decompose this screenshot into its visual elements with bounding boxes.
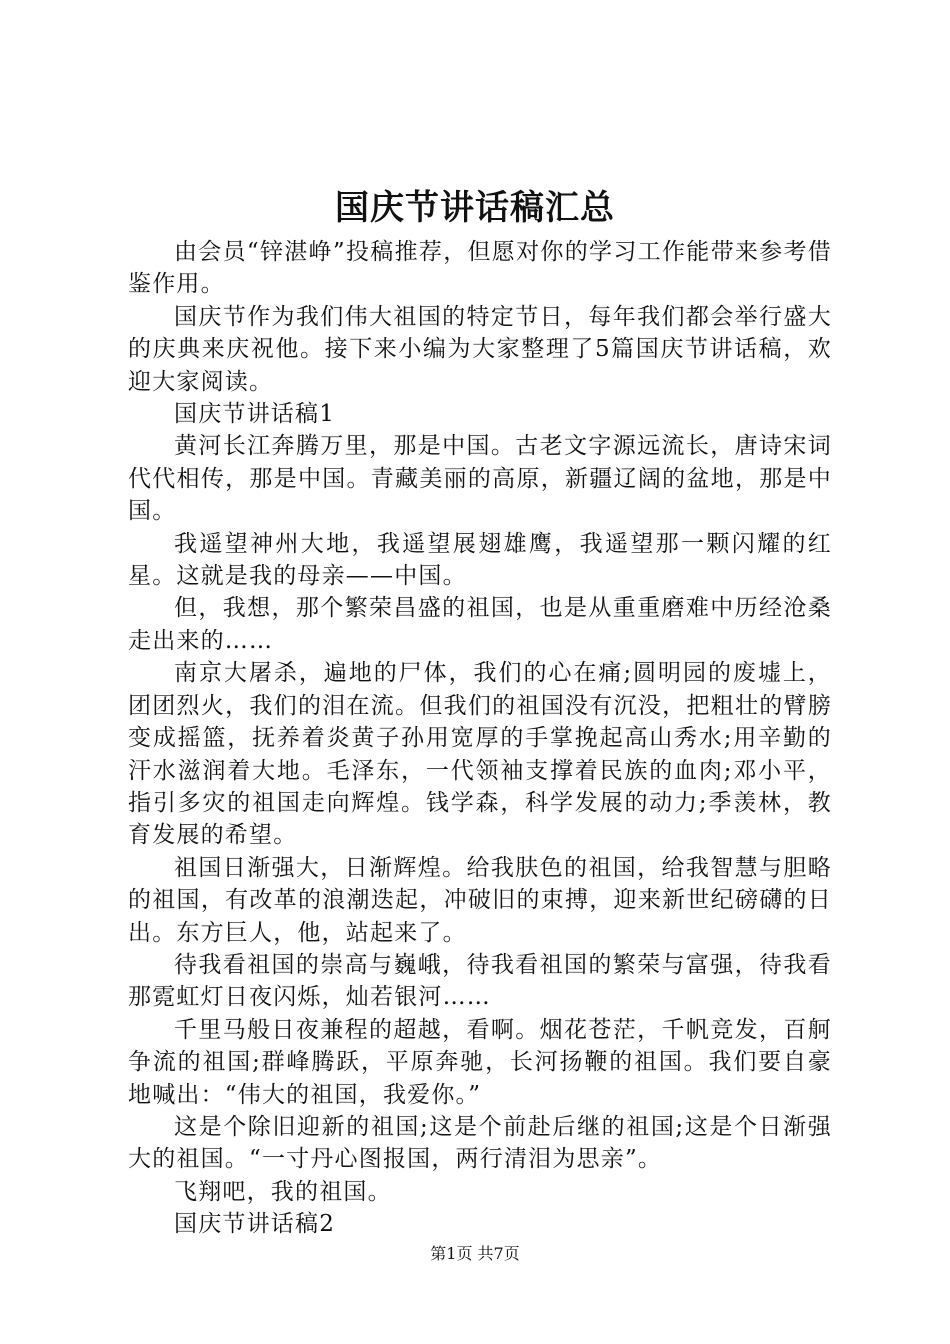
paragraph: 但，我想，那个繁荣昌盛的祖国，也是从重重磨难中历经沧桑走出来的…… [128,595,832,654]
paragraph: 千里马般日夜兼程的超越，看啊。烟花苍茫，千帆竞发，百舸争流的祖国;群峰腾跃，平原奔驰，长河扬鞭的祖国。我们要自豪地喊出：“伟大的祖国，我爱你。” [128,1016,832,1108]
paragraph: 待我看祖国的崇高与巍峨，待我看祖国的繁荣与富强，待我看那霓虹灯日夜闪烁，灿若银河…… [128,951,832,1011]
paragraph: 这是个除旧迎新的祖国;这是个前赴后继的祖国;这是个日渐强大的祖国。“一寸丹心图报国，两行清泪为思亲”。 [128,1113,832,1173]
paragraph-intro: 国庆节作为我们伟大祖国的特定节日，每年我们都会举行盛大的庆典来庆祝他。接下来小编为大家整理了5篇国庆节讲话稿，欢迎大家阅读。 [128,303,832,395]
page-title: 国庆节讲话稿汇总 [335,188,615,228]
document-body [128,236,832,1241]
section-heading-speech-1: 国庆节讲话稿1 [174,401,336,428]
page-number: 第1页 共7页 [430,1244,520,1263]
paragraph: 黄河长江奔腾万里，那是中国。古老文字源远流长，唐诗宋词代代相传，那是中国。青藏美丽的高原，新疆辽阔的盆地，那是中国。 [128,433,832,525]
paragraph: 南京大屠杀，遍地的尸体，我们的心在痛;圆明园的废墟上，团团烈火，我们的泪在流。但我们的祖国没有沉没，把粗壮的臂膀变成摇篮，抚养着炎黄子孙用宽厚的手掌挽起高山秀水;用辛勤的汗水滋润着大地。毛泽东，一代领袖支撑着民族的血肉;邓小平，指引多灾的祖国走向辉煌。钱学森，科学发展的动力;季羡林，教育发展的希望。 [128,660,832,849]
paragraph-recommendation: 由会员“锌湛峥”投稿推荐，但愿对你的学习工作能带来参考借鉴作用。 [128,239,832,298]
paragraph: 我遥望神州大地，我遥望展翅雄鹰，我遥望那一颗闪耀的红星。这就是我的母亲——中国。 [128,530,832,590]
paragraph: 飞翔吧，我的祖国。 [174,1178,392,1205]
section-heading-speech-2: 国庆节讲话稿2 [174,1211,336,1238]
paragraph: 祖国日渐强大，日渐辉煌。给我肤色的祖国，给我智慧与胆略的祖国，有改革的浪潮迭起，冲破旧的束搏，迎来新世纪磅礴的日出。东方巨人，他，站起来了。 [128,854,832,946]
